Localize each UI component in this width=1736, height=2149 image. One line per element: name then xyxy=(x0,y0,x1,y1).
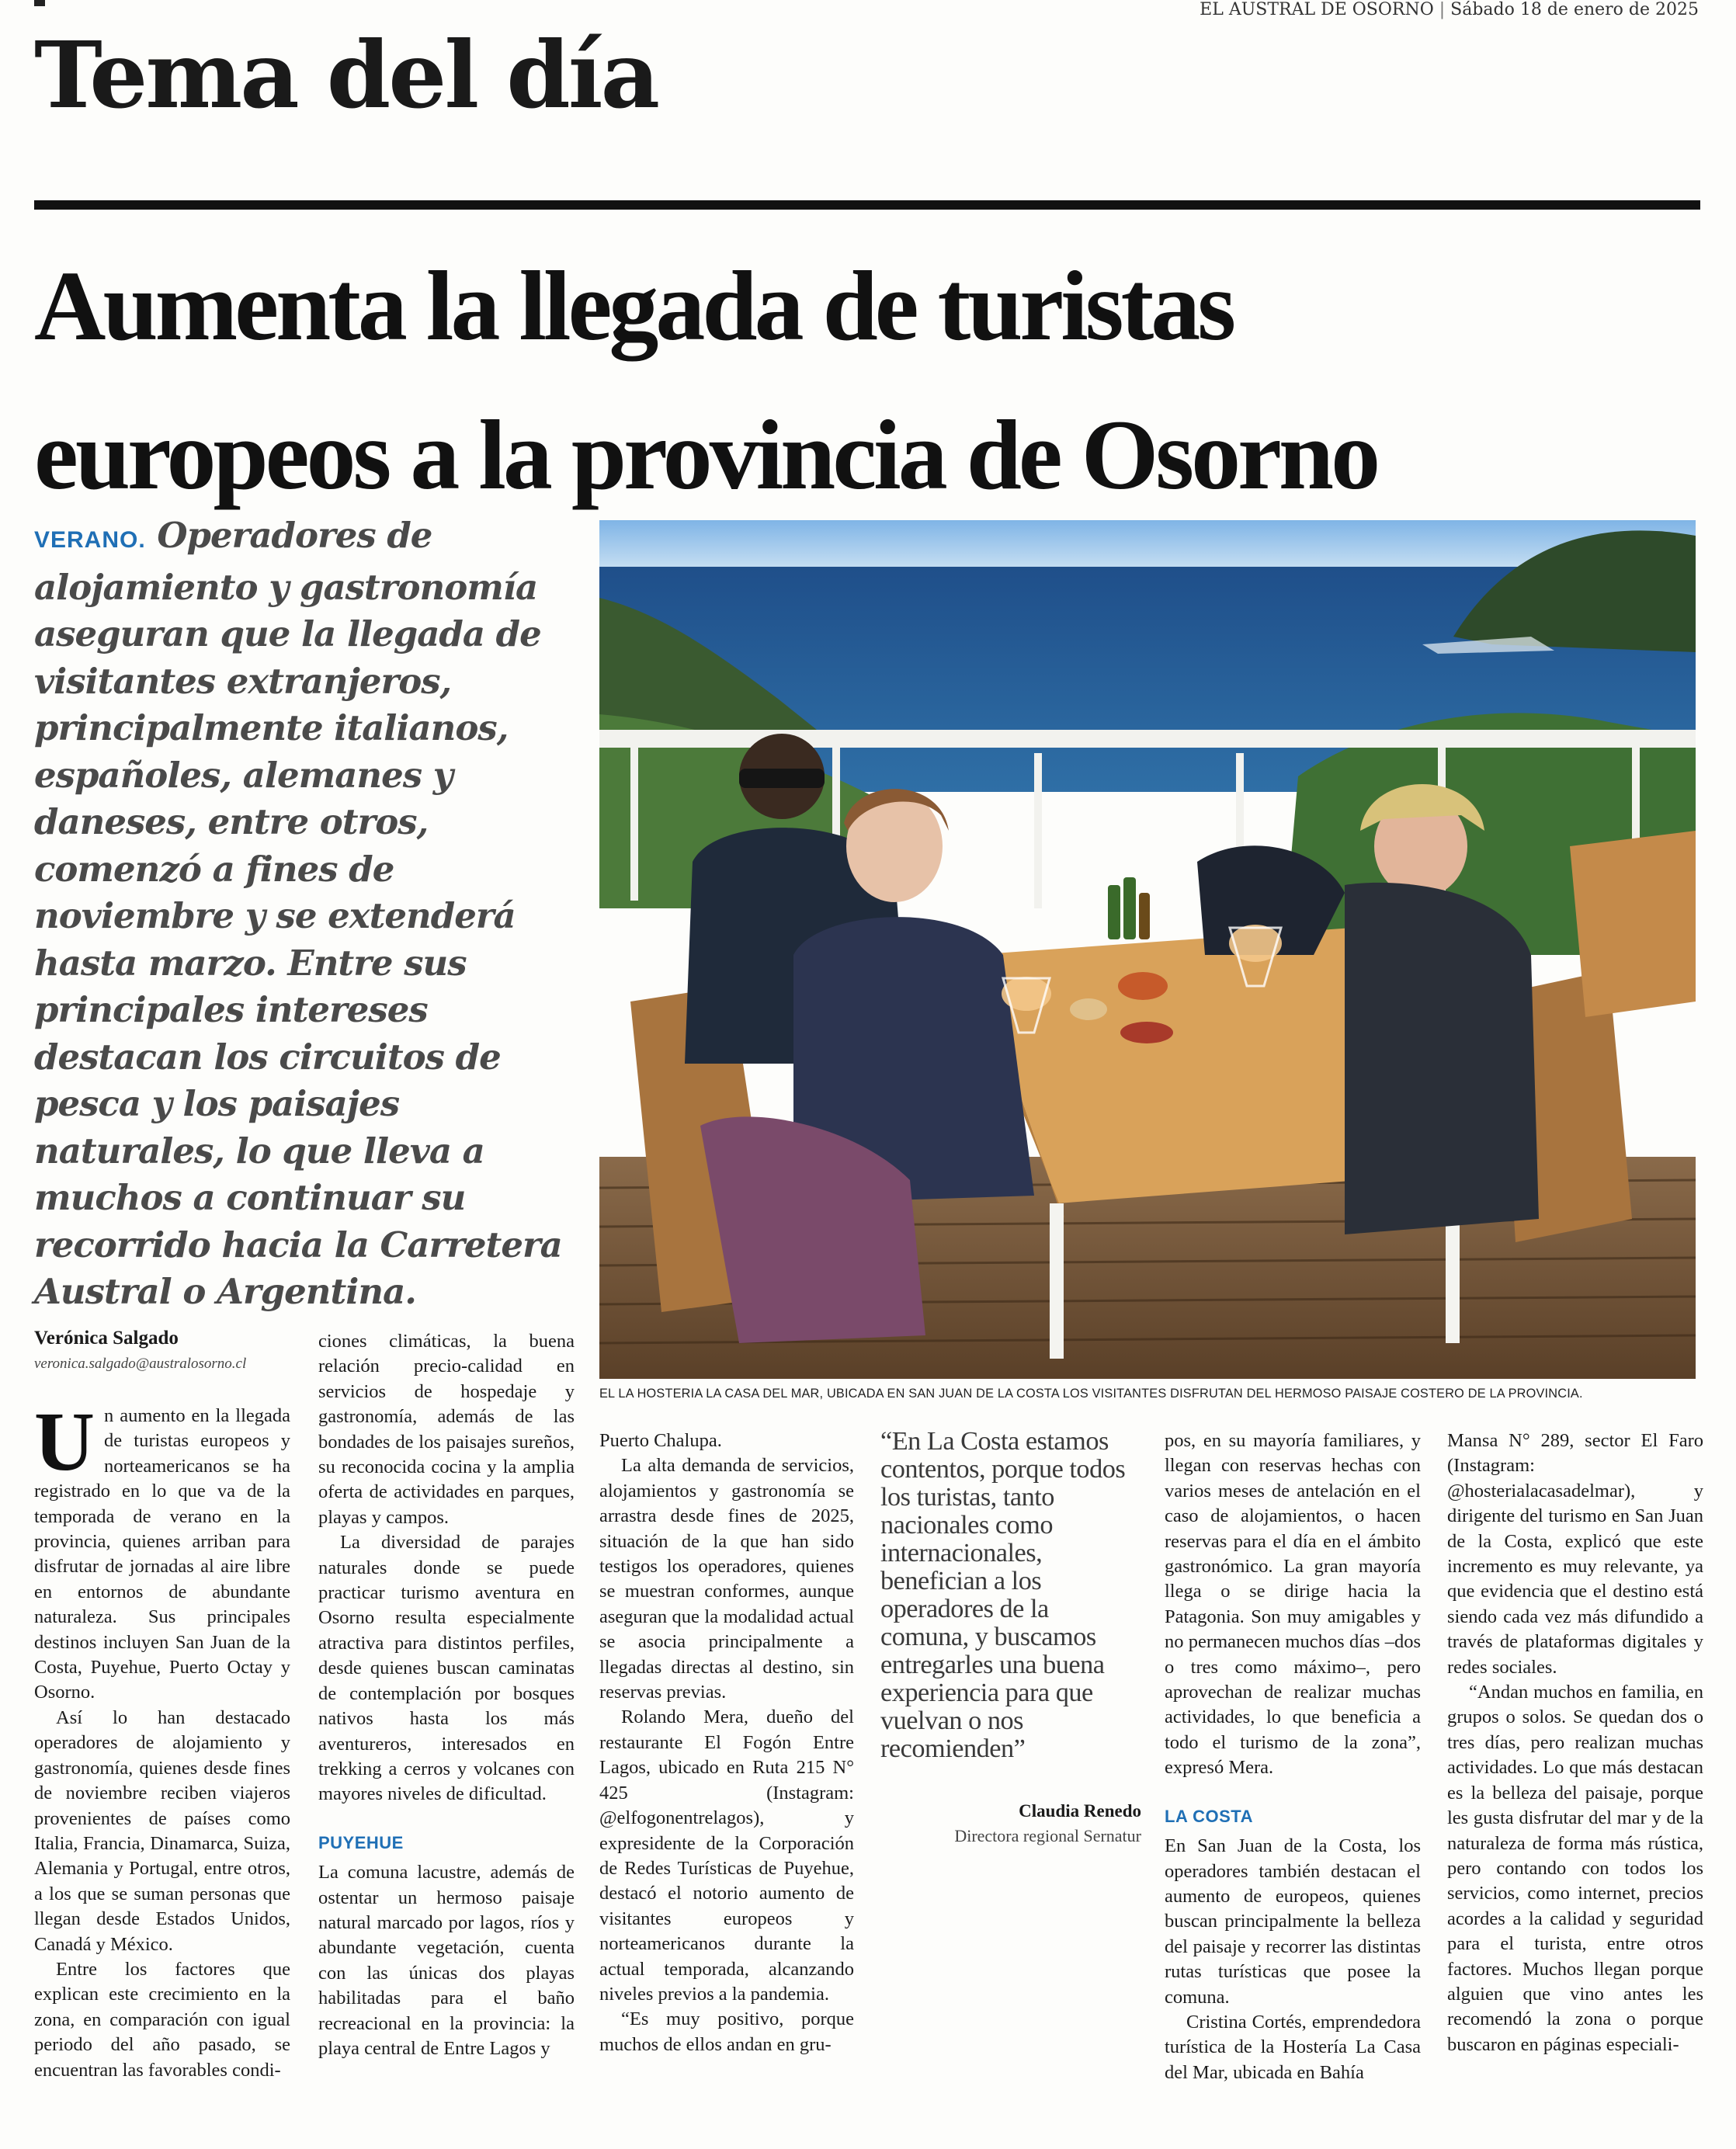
paragraph-5: La diversidad de parajes naturales donde se puede practicar turismo aventura en Osorno resulta especialmente atractiva para distintos perfiles, desde quienes buscan caminatas de contemplación por bosques nativos hasta los más aventureros, interesados en trekking a cerros y volcanes con mayores niveles de dificultad. xyxy=(318,1532,575,1805)
issue-date: Sábado 18 de enero de 2025 xyxy=(1450,0,1699,19)
article-column-1 xyxy=(34,1396,290,2083)
paragraph-13: Cristina Cortés, emprendedora turística de la Hostería La Casa del Mar, ubicada en Bahía xyxy=(1165,2011,1421,2083)
paragraph-7: Puerto Chalupa. xyxy=(599,1430,722,1451)
drop-cap: U xyxy=(34,1396,95,1488)
paragraph-1-text: n aumento en la llegada de turistas europeos y norteamericanos se ha registrado en lo que va de la temporada de verano en la provincia, quienes arriban para disfrutar de jornadas al aire libre en entornos de abundante naturaleza. Sus principales destinos incluyen San Juan de la Costa, Puyehue, Puerto Octay y Osorno. xyxy=(34,1405,290,1703)
byline xyxy=(34,1328,302,1373)
pull-quote-role: Directora regional Sernatur xyxy=(954,1826,1141,1845)
photo-illustration xyxy=(599,520,1696,1379)
article-column-3 xyxy=(599,1429,854,2057)
article-column-5 xyxy=(1165,1429,1421,2085)
byline-email: veronica.salgado@australosorno.cl xyxy=(34,1356,247,1372)
pull-quote-text: “En La Costa estamos contentos, porque todos los turistas, tanto nacionales como internacionales, benefician a los operadores de la comuna, y buscamos entregarles una buena experiencia para que vuelvan o nos recomienden” xyxy=(880,1426,1126,1763)
paragraph-2: Así lo han destacado operadores de alojamiento y gastronomía, quienes desde fines de noviembre reciben viajeros provenientes de países como Italia, Francia, Dinamarca, Suiza, Alemania y Portugal, entre otros, a los que se suman personas que llegan desde Estados Unidos, Canadá y México. xyxy=(34,1706,290,1955)
paper-name: EL AUSTRAL DE OSORNO xyxy=(1200,0,1434,19)
section-rule xyxy=(34,200,1700,210)
article-photo xyxy=(599,520,1696,1379)
lede xyxy=(34,512,578,1316)
article-column-2 xyxy=(318,1329,575,2061)
photo-caption: EL LA HOSTERIA LA CASA DEL MAR, UBICADA EN SAN JUAN DE LA COSTA LOS VISITANTES DISFRUTAN DEL HERMOSO PAISAJE COSTERO DE LA PROVINCIA. xyxy=(599,1387,1583,1401)
lede-text: Operadores de alojamiento y gastronomía aseguran que la llegada de visitantes extranjeros, principalmente italianos, españoles, alemanes y daneses, entre otros, comenzó a fines de noviembre y se extenderá hasta marzo. Entre sus principales intereses destacan los circuitos de pesca y los paisajes naturales, lo que lleva a muchos a continuar su recorrido hacia la Carretera Austral o Argentina. xyxy=(34,515,562,1312)
paragraph-11: pos, en su mayoría familiares, y llegan con reservas hechas con varios meses de antelación en el caso de alojamientos, o hacen reservas para el día en el ámbito gastronómico. La gran mayoría llega o se dirige hacia la Patagonia. Son muy amigables y no permanecen muchos días –dos o tres como máximo–, pero aprovechan de realizar muchas actividades, lo que beneficia a todo el turismo de la zona”, expresó Mera. xyxy=(1165,1430,1421,1779)
paragraph-9: Rolando Mera, dueño del restaurante El Fogón Entre Lagos, ubicado en Ruta 215 N° 425 (Instagram: @elfogonentrelagos), y expresidente de la Corporación de Redes Turísticas de Puyehue, destacó el notorio aumento de visitantes europeos y norteamericanos durante la actual temporada, alcanzando niveles previos a la pandemia. xyxy=(599,1706,854,2005)
paragraph-1 xyxy=(34,1396,290,1706)
paragraph-8: La alta demanda de servicios, alojamientos y gastronomía se arrastra desde fines de 2025, situación de la que han sido testigos los operadores, quienes se muestran conformes, aunque aseguran que la modalidad actual se asocia principalmente a llegadas directas al destino, sin reservas previas. xyxy=(599,1455,854,1703)
paragraph-10: “Es muy positivo, porque muchos de ellos andan en gru- xyxy=(599,2008,854,2055)
subhead-la-costa: LA COSTA xyxy=(1165,1806,1253,1826)
paragraph-15: “Andan muchos en familia, en grupos o solos. Se quedan dos o tres días, pero realizan muchas actividades. Lo que más destacan es la belleza del paisaje, porque les gusta disfrutar del mar y de la naturaleza de forma más rústica, pero contando con todos los servicios, como internet, precios acordes a la calidad y seguridad para el turista, entre otros factores. Muchos llegan porque alguien que vino antes les recomendó la zona o porque buscaron en páginas especiali- xyxy=(1447,1682,1703,2055)
pull-quote-name: Claudia Renedo xyxy=(1019,1801,1141,1821)
paragraph-4: ciones climáticas, la buena relación precio-calidad en servicios de hospedaje y gastronomía, además de las bondades de los paisajes sureños, su reconocida cocina y la amplia oferta de actividades en parques, playas y campos. xyxy=(318,1331,575,1528)
headline-line-2: europeos a la provincia de Osorno xyxy=(34,400,1378,510)
byline-author: Verónica Salgado xyxy=(34,1328,179,1349)
paragraph-14: Mansa N° 289, sector El Faro (Instagram: @hosterialacasadelmar), y dirigente del turismo en San Juan de la Costa, explicó que este incremento es muy relevante, ya que evidencia que el destino está siendo cada vez más difundido a través de plataformas digitales y redes sociales. xyxy=(1447,1430,1703,1678)
headline-line-1: Aumenta la llegada de turistas xyxy=(34,251,1233,361)
paragraph-6: La comuna lacustre, además de ostentar un hermoso paisaje natural marcado por lagos, ríos y abundante vegetación, cuenta con las únicas dos playas habilitadas para el baño recreacional en la provincia: la playa central de Entre Lagos y xyxy=(318,1862,575,2059)
subhead-puyehue: PUYEHUE xyxy=(318,1832,404,1852)
headline xyxy=(34,231,1711,529)
section-title: Tema del día xyxy=(34,21,658,129)
paragraph-12: En San Juan de la Costa, los operadores también destacan el aumento de europeos, quienes buscan principalmente la belleza del paisaje y recorrer las distintas rutas turísticas que posee la comuna. xyxy=(1165,1835,1421,2008)
lede-kicker: VERANO. xyxy=(34,527,146,553)
corner-mark xyxy=(34,0,45,6)
pull-quote xyxy=(880,1427,1141,1846)
masthead-separator: | xyxy=(1439,0,1451,19)
article-column-6 xyxy=(1447,1429,1703,2057)
paragraph-3: Entre los factores que explican este crecimiento en la zona, en comparación con igual periodo del año pasado, se encuentran las favorables condi- xyxy=(34,1958,290,2081)
masthead xyxy=(1200,0,1699,19)
